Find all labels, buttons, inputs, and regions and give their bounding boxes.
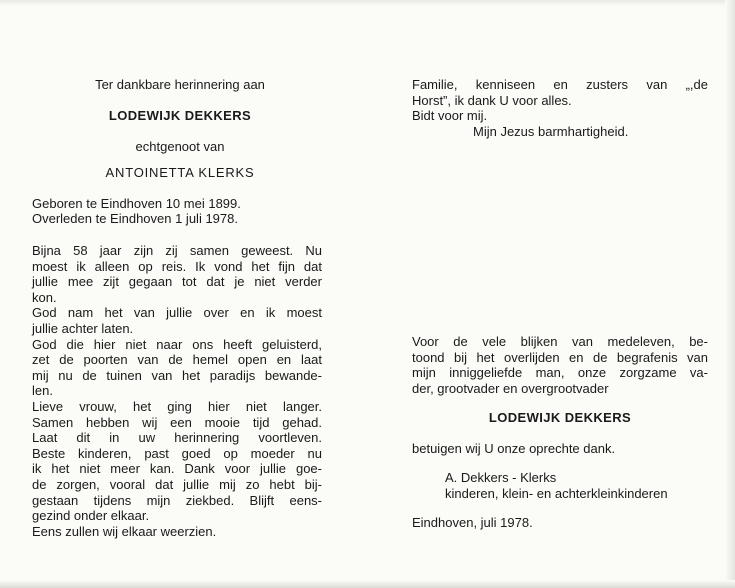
text-line: kon. <box>32 289 57 305</box>
text-line: Beste kinderen, past goed op moeder nu <box>32 445 322 461</box>
paper-edge-top <box>0 0 735 6</box>
text-line: Eens zullen wij elkaar weerzien. <box>32 523 217 539</box>
text-line: Voor de vele blijken van medeleven, be- <box>412 334 708 349</box>
paper-edge-bottom <box>0 580 735 588</box>
acknowledgement-name: LODEWIJK DEKKERS <box>488 410 632 425</box>
text-line: God nam het van jullie over en ik moest <box>32 305 322 321</box>
text-line: gestaan tijdens mijn ziekbed. Blijft eens- <box>32 492 322 508</box>
spouse-of-text: echtgenoot van <box>135 139 225 154</box>
death-line: Overleden te Eindhoven 1 juli 1978. <box>32 211 238 226</box>
text-line: God die hier niet naar ons heeft geluisterd, <box>32 336 322 352</box>
family-descendants: kinderen, klein- en achterkleinkinderen <box>445 486 668 501</box>
farewell-poem <box>32 243 322 539</box>
text-line: de zorgen, vooral dat jullie mij zo hebt bij- <box>32 476 322 492</box>
text-line: toond bij het overlijden en de begrafenis van <box>412 349 708 365</box>
text-line: jullie mee zijt gegaan tot dat je niet verder <box>32 274 322 290</box>
deceased-name: LODEWIJK DEKKERS <box>108 108 252 123</box>
birth-line: Geboren te Eindhoven 10 mei 1899. <box>32 196 241 211</box>
text-line: Bidt voor mij. <box>412 108 488 124</box>
place-and-date: Eindhoven, juli 1978. <box>412 515 533 530</box>
paper-edge-right <box>725 0 735 588</box>
intro-text: Ter dankbare herinnering aan <box>95 77 265 92</box>
spouse-name: ANTOINETTA KLERKS <box>105 165 255 180</box>
text-line: Bijna 58 jaar zijn zij samen geweest. Nu <box>32 243 322 258</box>
text-line: Familie, kenniseen en zusters van „,de <box>412 77 708 92</box>
text-line: der, grootvader en overgrootvader <box>412 380 609 396</box>
text-line: len. <box>32 383 53 399</box>
text-line: jullie achter laten. <box>32 320 134 336</box>
text-line: zet de poorten van de hemel open en laat <box>32 352 322 368</box>
text-line: mijn inniggeliefde man, onze zorgzame va- <box>412 365 708 381</box>
prayer-line: Mijn Jezus barmhartigheid. <box>473 124 629 139</box>
text-line: Lieve vrouw, het ging hier niet langer. <box>32 398 322 414</box>
acknowledgement-text <box>412 334 708 396</box>
text-line: mij nu de tuinen van het paradijs bewande- <box>32 367 322 383</box>
text-line: gezind onder elkaar. <box>32 508 150 524</box>
text-line: Horst”, ik dank U voor alles. <box>412 92 572 108</box>
text-line: moest ik alleen op reis. Ik vond het fijn dat <box>32 258 322 274</box>
family-thanks <box>412 77 708 124</box>
text-line: ik het niet meer kan. Dank voor jullie goe- <box>32 461 322 477</box>
text-line: Samen hebben wij een mooie tijd gehad. <box>32 414 322 430</box>
thanks-line: betuigen wij U onze oprechte dank. <box>412 441 616 456</box>
family-signature: A. Dekkers - Klerks <box>445 470 557 485</box>
text-line: Laat dit in uw herinnering voortleven. <box>32 430 322 446</box>
